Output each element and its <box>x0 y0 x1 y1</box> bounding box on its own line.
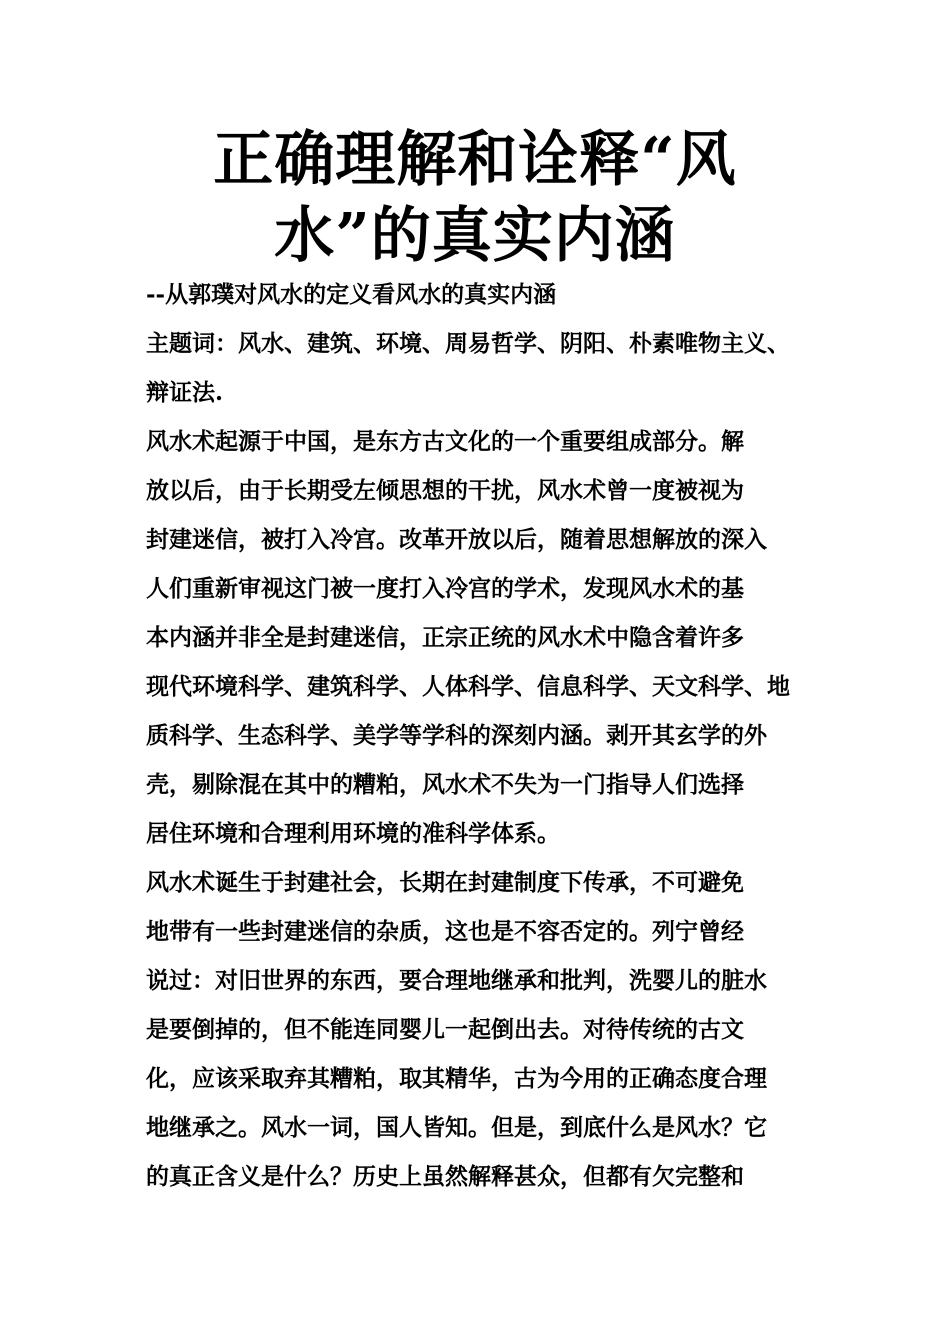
paragraph-2-line: 说过：对旧世界的东西，要合理地继承和批判，洗婴儿的脏水 <box>146 967 767 994</box>
paragraph-1-line: 本内涵并非全是封建迷信，正宗正统的风水术中隐含着许多 <box>146 624 744 651</box>
paragraph-2-line: 地带有一些封建迷信的杂质，这也是不容否定的。列宁曾经 <box>146 918 744 945</box>
subtitle: --从郭璞对风水的定义看风水的真实内涵 <box>146 281 557 308</box>
title-line-2: 水”的真实内涵 <box>274 201 676 271</box>
paragraph-1-line: 放以后，由于长期受左倾思想的干扰，风水术曾一度被视为 <box>146 477 744 504</box>
paragraph-2-line: 化，应该采取弃其糟粕，取其精华，古为今用的正确态度合理 <box>146 1065 767 1092</box>
paragraph-1-line: 质科学、生态科学、美学等学科的深刻内涵。剥开其玄学的外 <box>146 722 767 749</box>
document-title <box>0 122 950 274</box>
paragraph-1-line: 居住环境和合理利用环境的准科学体系。 <box>146 820 560 847</box>
paragraph-1-line: 人们重新审视这门被一度打入冷宫的学术，发现风水术的基 <box>146 575 744 602</box>
paragraph-2-line: 风水术诞生于封建社会，长期在封建制度下传承，不可避免 <box>146 869 744 896</box>
keywords-line-2: 辩证法. <box>146 379 224 406</box>
paragraph-2-line: 的真正含义是什么？历史上虽然解释甚众，但都有欠完整和 <box>146 1163 744 1190</box>
paragraph-1-line: 现代环境科学、建筑科学、人体科学、信息科学、天文科学、地 <box>146 673 790 700</box>
paragraph-1-line: 风水术起源于中国，是东方古文化的一个重要组成部分。解 <box>146 428 744 455</box>
document-body <box>146 270 811 1201</box>
paragraph-1-line: 壳，剔除混在其中的糟粕，风水术不失为一门指导人们选择 <box>146 771 744 798</box>
title-line-1: 正确理解和诠释“风 <box>213 125 737 195</box>
keywords-line-1: 主题词：风水、建筑、环境、周易哲学、阴阳、朴素唯物主义、 <box>146 330 790 357</box>
paragraph-1-line: 封建迷信，被打入冷宫。改革开放以后，随着思想解放的深入 <box>146 526 767 553</box>
paragraph-2-line: 地继承之。风水一词，国人皆知。但是，到底什么是风水？它 <box>146 1114 767 1141</box>
paragraph-2-line: 是要倒掉的，但不能连同婴儿一起倒出去。对待传统的古文 <box>146 1016 744 1043</box>
